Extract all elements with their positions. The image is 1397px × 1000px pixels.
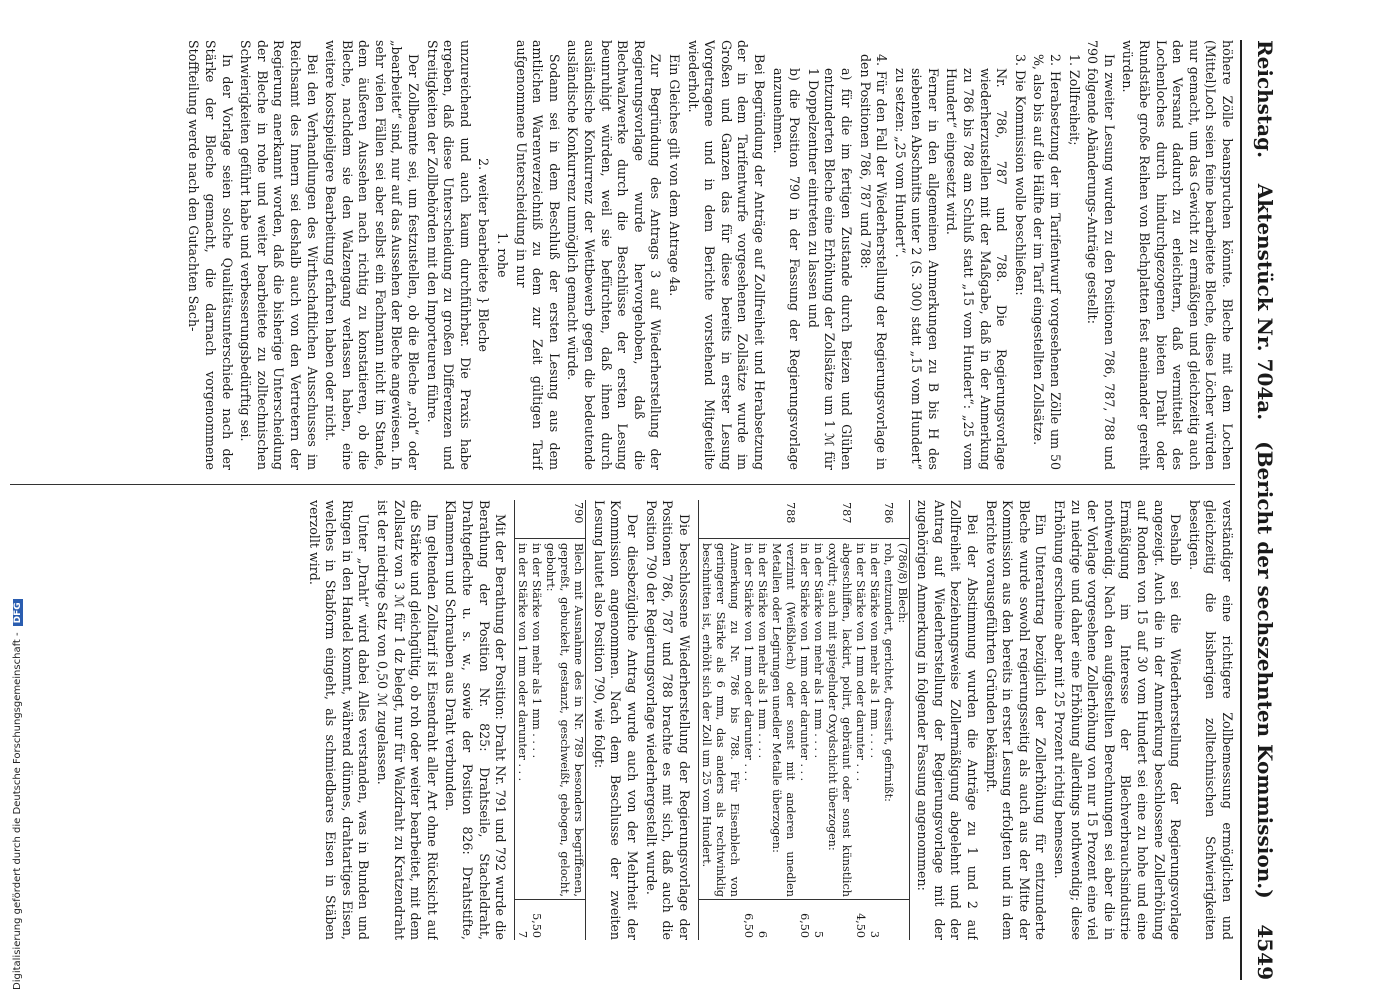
- position-description: in der Stärke von mehr als 1 mm . . . .: [529, 539, 543, 900]
- paragraph: In der Vorlage seien solche Qualitätsunterschiede nach der Stärke der Bleche gemacht, die darnach vorgenommene Stoffteilung werde nach den Gutachten Sach-: [186, 40, 235, 470]
- tariff-table-body: [698, 500, 909, 940]
- position-description: in der Stärke von 1 mm oder darunter . . .: [797, 539, 811, 900]
- list-item: Ferner in den allgemeinen Anmerkungen zu B bis H des siebenten Abschnitts unter 2 (S. 300) statt „15 vom Hundert“ zu setzen: „25 vom Hundert“.: [892, 68, 941, 470]
- paragraph: In zweiter Lesung wurden zu den Positionen 786, 787, 788 und 790 folgende Abänderungs-Anträge gestellt:: [1085, 40, 1117, 470]
- position-description: in der Stärke von 1 mm oder darunter . . .: [515, 539, 530, 900]
- list-item: Nr. 786, 787 und 788. Die Regierungsvorlage wiederherzustellen mit der Maßgabe, daß in der Anmerkung zu 786 bis 788 am Schluß statt „15 vom Hundert“: „25 vom Hundert“ eingesetzt wird.: [944, 68, 1010, 470]
- paragraph: Im geltenden Zolltarif ist Eisendraht aller Art ohne Rücksicht auf die Stärke und gleichgültig, ob roh oder weiter bearbeitet, mit dem Zollsatz von 3 ℳ für 1 dz belegt, nur für Walzdraht zu Kratzendraht ist der niedrige Satz von 0,50 ℳ zugelassen.: [375, 500, 440, 940]
- table-row: [895, 500, 910, 940]
- dfg-logo: DFG: [13, 599, 23, 626]
- position-number: [895, 500, 910, 539]
- table-row: [543, 500, 586, 940]
- paragraph: Bei den Verhandlungen des Wirthschaftlichen Ausschusses im Reichsamt des Innern sei deshalb auch von den Vertretern der Regierung anerkannt worden, daß die bisherige Unterscheidung der Bleche in rohe und weiter bearbeitete zu zolltechnischen Schwierigkeiten geführt habe und verbesserungsbedürftig sei.: [238, 40, 320, 470]
- duty-value: [825, 900, 853, 941]
- table-row: [867, 500, 881, 940]
- duty-value: 6,50: [741, 900, 755, 941]
- paragraph: Der diesbezügliche Antrag wurde auch von der Mehrheit der Kommission angenommen. Nach dem Beschlusse der zweiten Lesung lautet also Position 790, wie folgt:: [591, 500, 640, 940]
- duty-value: [698, 900, 741, 941]
- position-number: 788: [783, 502, 797, 524]
- list-item: 1. rohe: [495, 232, 511, 278]
- header-commission: (Bericht der sechszehnten Kommission.): [1253, 441, 1277, 899]
- duty-value: [881, 900, 895, 941]
- list-item: 1. Zollfreiheit;: [1066, 54, 1082, 146]
- digitization-footer: [12, 599, 23, 990]
- table-row: [755, 500, 769, 940]
- duty-value: 5: [811, 900, 825, 941]
- position-number: [867, 500, 881, 539]
- tariff-table-786-788: [698, 500, 910, 940]
- duty-value: 3: [867, 900, 881, 941]
- duty-value: 5,50: [529, 900, 543, 941]
- table-row: [825, 500, 853, 940]
- right-column: [5, 500, 1235, 940]
- position-description: abgeschliffen, lackirt, polirt, gebräunt oder sonst künstlich oxydirt; auch mit spiegelnder Oxydschicht überzogen:: [825, 539, 853, 900]
- position-number: [797, 500, 811, 539]
- duty-value: 4,50: [853, 900, 867, 941]
- list-item: 3. Die Kommission wolle beschließen:: [1012, 54, 1028, 296]
- duty-value: [769, 900, 797, 941]
- position-description: (786/8) Blech:: [895, 539, 910, 900]
- page-number: 4549: [1253, 924, 1277, 980]
- footer-text: Digitalisierung gefördert durch die Deutsche Forschungsgemeinschaft -: [12, 632, 23, 990]
- paragraph: Mit der Berathung der Position: Draht Nr. 791 und 792 wurde die Berathung der Position Nr. 825: Drahtseile, Stacheldraht, Drahtgeflechte u. s. w., sowie der Position 826: Drahtstifte, Klammern und Schrauben aus Draht verbunden.: [443, 500, 509, 940]
- paragraph: Die beschlossene Wiederherstellung der Regierungsvorlage der Positionen 786, 787 und 788 brachte es mit sich, daß auch die Position 790 der Regierungsvorlage wiederhergestellt wurde.: [643, 500, 692, 940]
- table-row: [797, 500, 811, 940]
- table-row: [698, 500, 741, 940]
- paragraph: Zur Begründung des Antrags 3 auf Wiederherstellung der Regierungsvorlage wurde hervorgehoben, daß die Blechwalzwerke durch die Beschlüsse der ersten Lesung beunruhigt würden, weil sie befürchten, daß ihnen durch ausländische Konkurrenz der Wettbewerb gegen die bedeutende ausländische Konkurrenz unmöglich gemacht würde.: [565, 40, 664, 470]
- header-middle: [1253, 158, 1277, 924]
- paragraph: Der Zollbeamte sei, um festzustellen, ob die Bleche „roh“ oder „bearbeitet“ sind, nur auf das Aussehen der Bleche angewiesen. In sehr vielen Fällen sei aber selbst ein Fachmann nicht im Stande, dem äußeren Aussehen nach richtig zu konstatieren, ob die Bleche, nachdem sie den Walzengang verlassen haben, eine weitere kostspieligere Bearbeitung erfahren haben oder nicht.: [323, 40, 422, 470]
- table-row: [529, 500, 543, 940]
- duty-value: 6: [755, 900, 769, 941]
- table-row: [881, 500, 895, 940]
- paragraph: verständiger eine richtigere Zollbemessung ermöglichen und gleichzeitig die bisherigen zolltechnischen Schwierigkeiten beseitigen.: [1186, 500, 1235, 940]
- list-item: b) die Position 790 in der Fassung der Regierungsvorlage anzunehmen.: [770, 68, 803, 470]
- position-description: verzinnt (Weißblech) oder sonst mit anderen unedlen Metallen oder Legirungen unedler Metalle überzogen:: [769, 539, 797, 900]
- paragraph: Sodann sei in dem Beschluß der ersten Lesung aus dem amtlichen Warenverzeichniß zu dem zur Zeit gültigen Tarif aufgenommene Unterscheidung in nur: [513, 40, 562, 470]
- duty-value: [543, 900, 586, 941]
- paragraph: Deshalb sei die Wiederherstellung der Regierungsvorlage angezeigt. Auch die in der Anmerkung beschlossene Zollerhöhung auf Ronden von 15 auf 30 vom Hundert sei eine zu hohe und eine Ermäßigung im Interesse der Blechverbrauchsindustrie nothwendig. Nach den aufgestellten Berechnungen sei aber die in der Vorlage vorgesehene Zollerhöhung von nur 15 Prozent eine viel zu niedrige und daher eine Erhöhung allerdings nothwendig; diese Erhöhung erscheine aber mit 25 Prozent richtig bemessen.: [1052, 500, 1184, 940]
- table-row: [515, 500, 530, 940]
- paragraph: unzureichend und auch kaum durchführbar. Die Praxis habe ergeben, daß diese Unterscheidung zu großen Differenzen und Streitigkeiten der Zollbehörden mit den Importeuren führe.: [424, 40, 473, 470]
- duty-value: 6,50: [797, 900, 811, 941]
- position-number: 787: [839, 502, 853, 524]
- header-left: Reichstag.: [1253, 40, 1277, 159]
- list-item: a) für die im fertigen Zustande durch Beizen und Glühen entzunderten Bleche eine Erhöhung der Zollsätze um 1 ℳ für 1 Doppelzentner eintreten zu lassen und: [805, 68, 854, 470]
- left-column: [5, 40, 1235, 470]
- position-number: 790: [572, 502, 586, 524]
- position-description: roh, entzundert, gerichtet, dressirt, gefirnißt:: [881, 539, 895, 900]
- list-item: 2. Herabsetzung der im Tarifentwurf vorgesehenen Zölle um 50 %, also bis auf die Hälfte der im Tarif eingestellten Zollsätze.: [1031, 54, 1064, 470]
- position-number: [811, 500, 825, 539]
- paragraph: Bei der Abstimmung wurden die Anträge zu 1 und 2 auf Zollfreiheit beziehungsweise Zollermäßigung abgelehnt und der Antrag auf Wiederherstellung der Regierungsvorlage mit der zugehörigen Anmerkung in folgender Fassung angenommen:: [915, 500, 981, 940]
- page-header: [1240, 40, 1290, 980]
- table-row: [769, 500, 797, 940]
- table-row: [741, 500, 755, 940]
- table-row: [853, 500, 867, 940]
- position-description: Anmerkung zu Nr. 786 bis 788. Für Eisenblech von geringerer Stärke als 6 mm, das anders als rechtwinklig beschnitten ist, erhöht sich der Zoll um 25 vom Hundert.: [698, 539, 741, 900]
- paragraph: Unter „Draht“ wird dabei Alles verstanden, was in Bunden und Ringen in den Handel kommt, während dünnes, drahtartiges Eisen, welches in Stabform eingeht, als schmiedbares Eisen in Stäben verzollt wird.: [306, 500, 372, 940]
- position-number: [755, 500, 769, 539]
- paragraph: Ein Gleiches gilt von dem Antrage 4a.: [667, 54, 682, 297]
- position-description: in der Stärke von 1 mm oder darunter . . .: [741, 539, 755, 900]
- list-item: 4. Für den Fall der Wiederherstellung der Regierungsvorlage in den Positionen 786, 787 und 788:: [857, 54, 890, 470]
- duty-value: 7: [515, 900, 530, 941]
- position-description: Blech mit Ausnahme des in Nr. 789 besonders begriffenen, gepreßt, gebuckelt, gestanzt, geschweißt, gebogen, gelocht, gebohrt:: [543, 539, 586, 900]
- position-description: in der Stärke von 1 mm oder darunter . . .: [853, 539, 867, 900]
- position-number: [741, 500, 755, 539]
- column-divider: [10, 484, 1235, 485]
- paragraph: höhere Zölle beanspruchen könnte. Bleche mit dem Lochen (Mittel)Loch seien feine bearbeitete Bleche, diese Löcher würden nur gemacht, um das Gewicht zu ermäßigen und gleichzeitig auch den Versand dadurch zu erleichtern, daß vermittelst des Lochenloches durch hindurchgezogenen bieten Draht oder Rundstäbe große Reihen von Blechplatten fest aneinander gereiht würden.: [1120, 40, 1235, 470]
- paragraph: Bei Begründung der Anträge auf Zollfreiheit und Herabsetzung der in dem Tarifentwurfe vorgesehenen Zollsätze wurde im Großen und Ganzen das für diese bereits in erster Lesung Vorgetragene und in dem Berichte vorstehend Mitgeteilte wiederholt.: [685, 40, 767, 470]
- header-document-number: Aktenstück Nr. 704a.: [1253, 183, 1277, 421]
- position-description: in der Stärke von mehr als 1 mm . . . .: [867, 539, 881, 900]
- duty-value: [895, 900, 910, 941]
- paragraph: Ein Unterantrag bezüglich der Zollerhöhung für entzunderte Bleche wurde sowohl regierungsseitig als auch aus der Mitte der Kommission aus den bereits in erster Lesung erfolgten und in dem Berichte vorausgeführten Gründen bekämpft.: [983, 500, 1049, 940]
- position-description: in der Stärke von mehr als 1 mm . . . .: [811, 539, 825, 900]
- list-item: 2. weiter bearbeitete } Bleche: [476, 158, 492, 352]
- tariff-table-790: [514, 500, 586, 940]
- position-number: [698, 500, 741, 539]
- position-description: in der Stärke von mehr als 1 mm . . . .: [755, 539, 769, 900]
- header-rule: [1240, 40, 1242, 980]
- position-number: 786: [881, 502, 895, 524]
- table-row: [811, 500, 825, 940]
- position-number: [853, 500, 867, 539]
